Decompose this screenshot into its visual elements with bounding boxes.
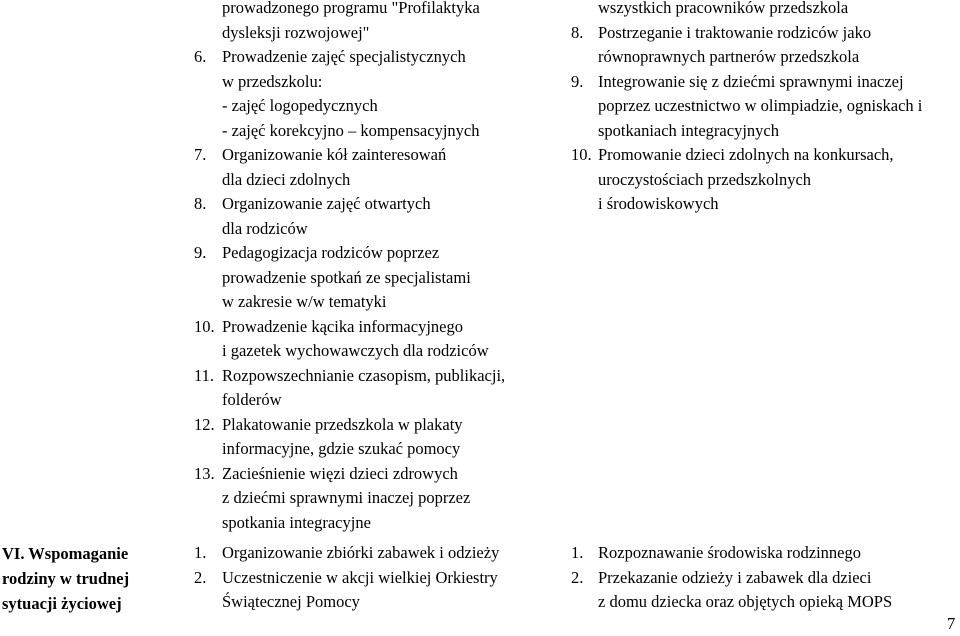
list-item-text: Prowadzenie zajęć specjalistycznych bbox=[222, 47, 466, 66]
list-item-number: 1. bbox=[571, 543, 584, 562]
list-item-text: dysleksji rozwojowej" bbox=[222, 22, 370, 42]
list-item-text: i gazetek wychowawczych dla rodziców bbox=[222, 341, 489, 360]
list-item-text: - zajęć logopedycznych bbox=[222, 96, 378, 115]
section-title-line: rodziny w trudnej bbox=[2, 569, 130, 588]
list-item-number: 2. bbox=[194, 567, 207, 587]
section-title-line: VI. Wspomaganie bbox=[2, 544, 129, 563]
list-item-text: uroczystościach przedszkolnych bbox=[598, 169, 812, 189]
list-item-text: Rozpoznawanie środowiska rodzinnego bbox=[598, 543, 862, 562]
list-item-text: Postrzeganie i traktowanie rodziców jako bbox=[598, 22, 872, 42]
list-item-number: 7. bbox=[194, 145, 207, 164]
list-item-text: Zacieśnienie więzi dzieci zdrowych bbox=[222, 463, 458, 483]
list-item-text: Integrowanie się z dziećmi sprawnymi inaczej bbox=[598, 71, 904, 91]
list-item-number: 2. bbox=[571, 567, 584, 587]
list-item-number: 6. bbox=[194, 47, 207, 66]
list-item-number: 12. bbox=[194, 414, 215, 434]
list-item-text: równoprawnych partnerów przedszkola bbox=[598, 47, 860, 66]
list-item-text: z domu dziecka oraz objętych opieką MOPS bbox=[598, 592, 893, 611]
list-item-number: 9. bbox=[194, 243, 207, 262]
list-item-text: dla rodziców bbox=[222, 218, 308, 238]
list-item-number: 8. bbox=[194, 194, 207, 213]
list-item-number: 9. bbox=[571, 71, 584, 91]
list-item-text: dla dzieci zdolnych bbox=[222, 169, 351, 189]
section-title-line: sytuacji życiowej bbox=[2, 594, 122, 613]
list-item-text: z dziećmi sprawnymi inaczej poprzez bbox=[222, 488, 471, 507]
list-item-number: 11. bbox=[194, 365, 215, 385]
list-item-number: 1. bbox=[194, 543, 207, 562]
list-item-text: spotkaniach integracyjnych bbox=[598, 120, 779, 140]
list-item-text: Pedagogizacja rodziców poprzez bbox=[222, 243, 440, 262]
list-item-text: w przedszkolu: bbox=[222, 71, 323, 91]
list-item-number: 10. bbox=[571, 145, 592, 164]
list-item-text: wszystkich pracowników przedszkola bbox=[598, 0, 849, 17]
list-item-text: Uczestniczenie w akcji wielkiej Orkiestry bbox=[222, 567, 498, 587]
page-number: 7 bbox=[947, 614, 956, 633]
list-item-text: poprzez uczestnictwo w olimpiadzie, ogniskach i bbox=[598, 96, 923, 115]
list-item-number: 13. bbox=[194, 463, 215, 483]
list-item-text: spotkania integracyjne bbox=[222, 512, 371, 532]
list-item-number: 10. bbox=[194, 316, 215, 336]
list-item-text: Rozpowszechnianie czasopism, publikacji, bbox=[222, 365, 506, 385]
list-item-text: Plakatowanie przedszkola w plakaty bbox=[222, 414, 463, 434]
list-item-text: - zajęć korekcyjno – kompensacyjnych bbox=[222, 120, 480, 140]
list-item-text: Organizowanie kół zainteresowań bbox=[222, 145, 447, 164]
list-item-text: Organizowanie zbiórki zabawek i odzieży bbox=[222, 543, 500, 562]
list-item-text: Prowadzenie kącika informacyjnego bbox=[222, 316, 463, 336]
list-item-text: Świątecznej Pomocy bbox=[222, 592, 360, 611]
list-item-text: i środowiskowych bbox=[598, 194, 719, 213]
list-item-text: prowadzonego programu "Profilaktyka bbox=[222, 0, 480, 17]
list-item-text: informacyjne, gdzie szukać pomocy bbox=[222, 439, 461, 458]
list-item-number: 8. bbox=[571, 22, 584, 42]
list-item-text: prowadzenie spotkań ze specjalistami bbox=[222, 267, 471, 287]
list-item-text: Organizowanie zajęć otwartych bbox=[222, 194, 431, 213]
list-item-text: Promowanie dzieci zdolnych na konkursach, bbox=[598, 145, 894, 164]
list-item-text: w zakresie w/w tematyki bbox=[222, 292, 387, 311]
list-item-text: Przekazanie odzieży i zabawek dla dzieci bbox=[598, 567, 872, 587]
list-item-text: folderów bbox=[222, 390, 282, 409]
